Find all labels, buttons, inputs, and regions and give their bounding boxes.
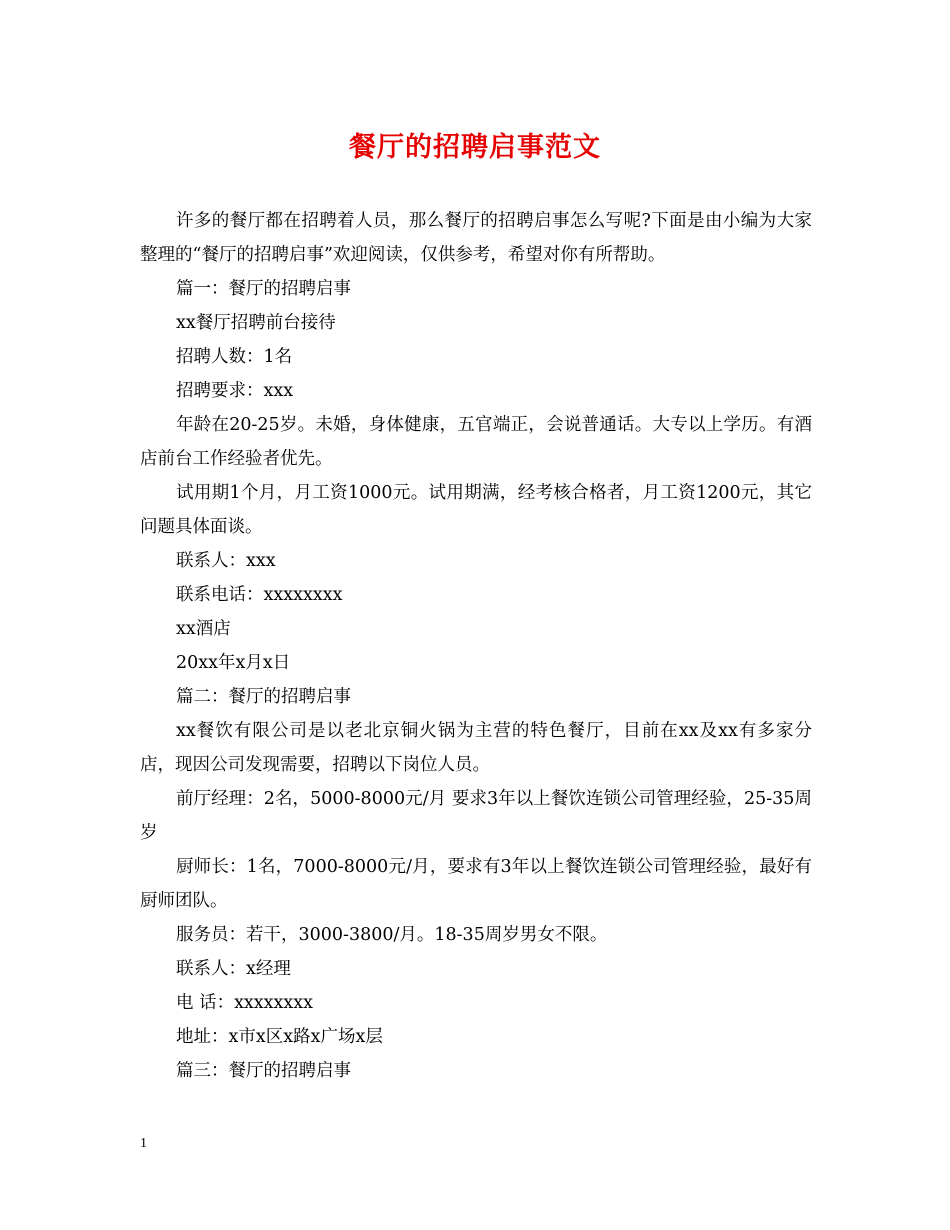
section-heading-3: 篇三：餐厅的招聘启事 <box>176 1061 351 1081</box>
document-body <box>140 204 812 1088</box>
salary-paragraph: 试用期1个月，月工资1000元。试用期满，经考核合格者，月工资1200元，其它问题具体面谈。 <box>140 483 812 537</box>
waiter-line: 服务员：若干，3000-3800/月。18-35周岁男女不限。 <box>176 925 608 945</box>
headcount-line: 招聘人数：1名 <box>176 347 293 367</box>
document-title: 餐厅的招聘启事范文 <box>349 132 601 163</box>
phone-line: 电 话：xxxxxxxx <box>176 993 314 1013</box>
date-line: 20xx年x月x日 <box>176 653 291 673</box>
front-manager-paragraph: 前厅经理：2名，5000-8000元/月 要求3年以上餐饮连锁公司管理经验，25-35周岁 <box>140 789 812 843</box>
section-heading-2: 篇二：餐厅的招聘启事 <box>176 687 351 707</box>
contact-person-line: 联系人：xxx <box>176 551 276 571</box>
address-line: 地址：x市x区x路x广场x层 <box>176 1027 383 1047</box>
job-title-line: xx餐厅招聘前台接待 <box>176 313 336 333</box>
requirements-line: 招聘要求：xxx <box>176 381 294 401</box>
section-heading-1: 篇一：餐厅的招聘启事 <box>176 279 351 299</box>
contact-manager-line: 联系人：x经理 <box>176 959 291 979</box>
chef-paragraph: 厨师长：1名，7000-8000元/月，要求有3年以上餐饮连锁公司管理经验，最好有厨师团队。 <box>140 857 812 911</box>
contact-phone-line: 联系电话：xxxxxxxx <box>176 585 343 605</box>
intro-paragraph: 许多的餐厅都在招聘着人员，那么餐厅的招聘启事怎么写呢?下面是由小编为大家整理的“餐厅的招聘启事”欢迎阅读，仅供参考，希望对你有所帮助。 <box>140 211 812 265</box>
hotel-name-line: xx酒店 <box>176 619 231 639</box>
requirements-paragraph: 年龄在20-25岁。未婚，身体健康，五官端正，会说普通话。大专以上学历。有酒店前台工作经验者优先。 <box>140 415 812 469</box>
company-intro-paragraph: xx餐饮有限公司是以老北京铜火锅为主营的特色餐厅，目前在xx及xx有多家分店，现因公司发现需要，招聘以下岗位人员。 <box>140 721 812 775</box>
page-number: 1 <box>140 1136 147 1151</box>
